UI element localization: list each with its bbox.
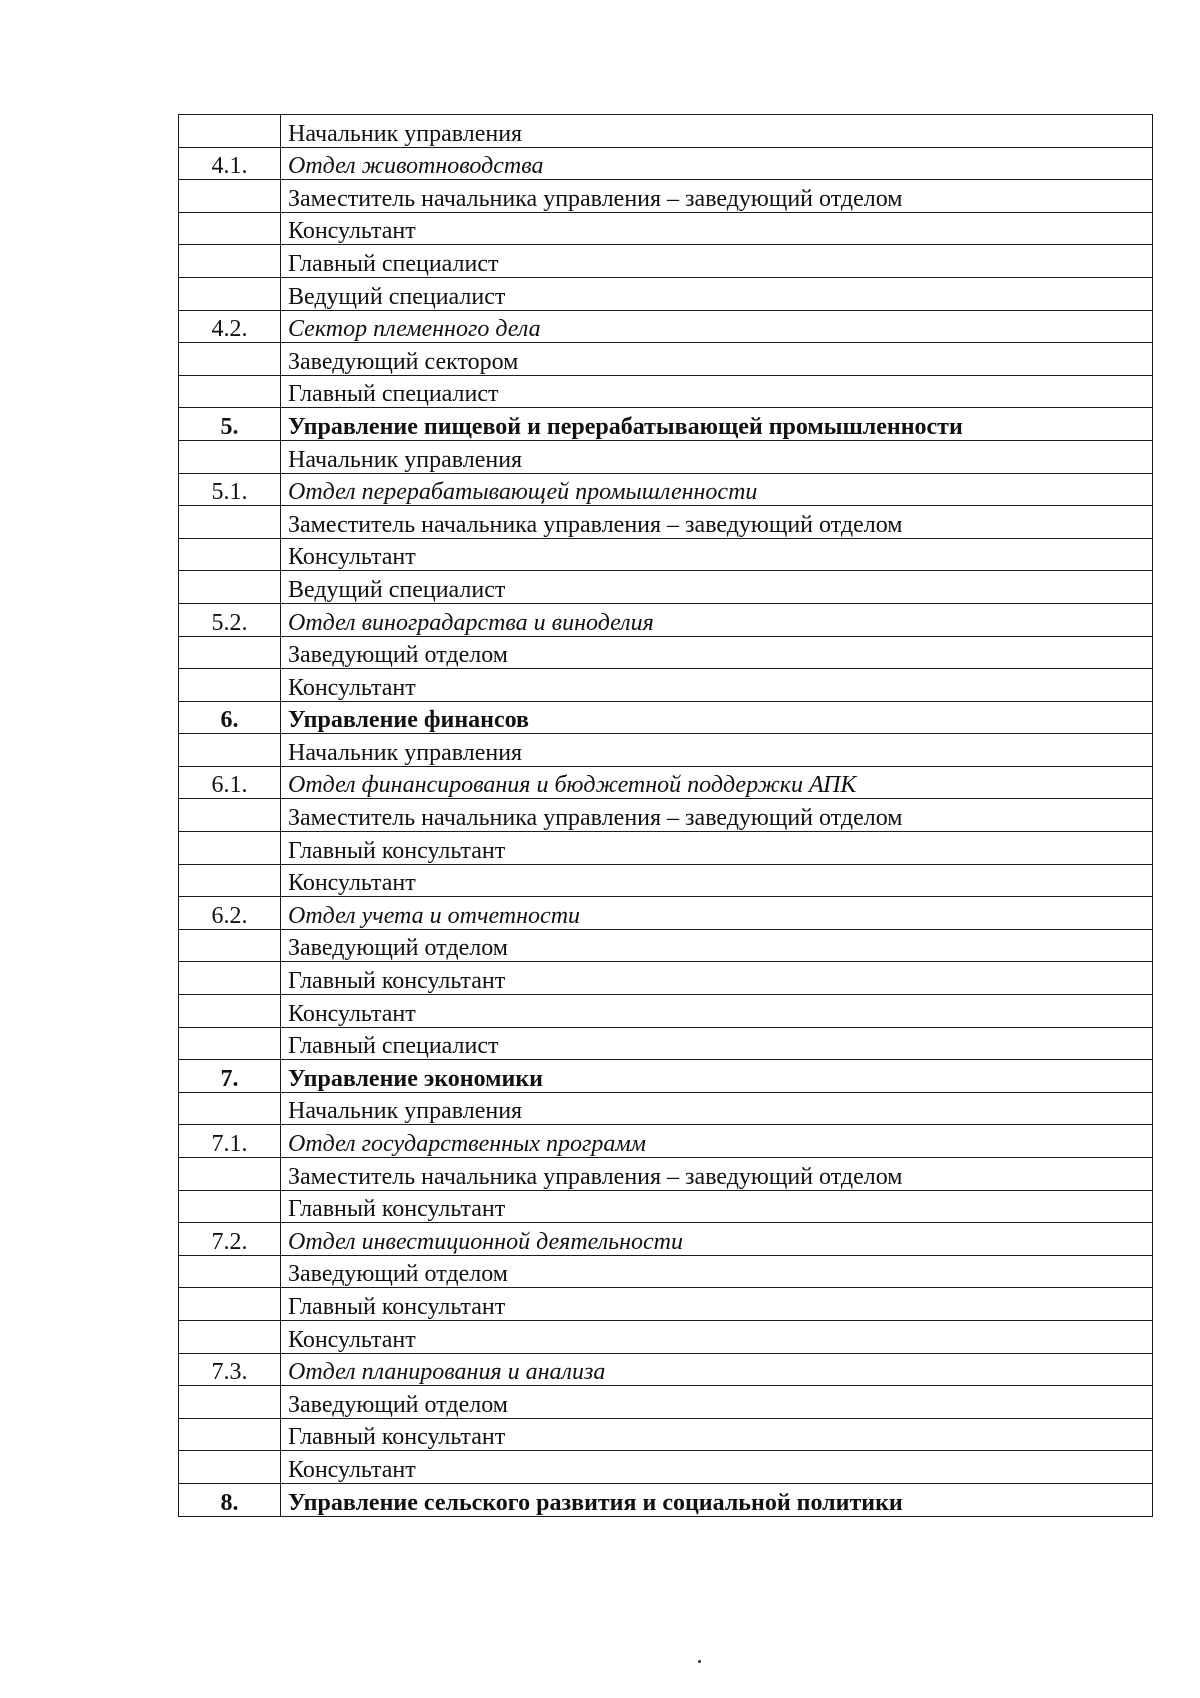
row-name-cell: Управление экономики xyxy=(281,1060,1153,1093)
row-name-cell: Главный специалист xyxy=(281,1027,1153,1060)
row-name-cell: Заместитель начальника управления – заведующий отделом xyxy=(281,799,1153,832)
row-number-cell xyxy=(179,799,281,832)
table-row-dept xyxy=(179,766,1153,799)
row-number-cell xyxy=(179,1320,281,1353)
table-body xyxy=(179,115,1153,1517)
table-row-position xyxy=(179,571,1153,604)
row-number-cell: 7.3. xyxy=(179,1353,281,1386)
row-name-cell: Управление сельского развития и социальной политики xyxy=(281,1483,1153,1516)
row-name-cell: Сектор племенного дела xyxy=(281,310,1153,343)
table-row-dept xyxy=(179,897,1153,930)
row-name-cell: Главный специалист xyxy=(281,375,1153,408)
row-name-cell: Заместитель начальника управления – заведующий отделом xyxy=(281,180,1153,213)
row-name-cell: Консультант xyxy=(281,538,1153,571)
row-name-cell: Начальник управления xyxy=(281,440,1153,473)
row-number-cell xyxy=(179,212,281,245)
row-number-cell xyxy=(179,343,281,376)
row-name-cell: Главный консультант xyxy=(281,1190,1153,1223)
row-name-cell: Отдел животноводства xyxy=(281,147,1153,180)
row-name-cell: Главный консультант xyxy=(281,1418,1153,1451)
row-name-cell: Управление пищевой и перерабатывающей промышленности xyxy=(281,408,1153,441)
table-row-position xyxy=(179,1386,1153,1419)
table-row-position xyxy=(179,277,1153,310)
row-number-cell xyxy=(179,669,281,702)
row-name-cell: Главный консультант xyxy=(281,832,1153,865)
table-row-position xyxy=(179,343,1153,376)
table-row-section xyxy=(179,1483,1153,1516)
row-name-cell: Заведующий отделом xyxy=(281,929,1153,962)
table-row-position xyxy=(179,1418,1153,1451)
table-row-position xyxy=(179,245,1153,278)
table-row-dept xyxy=(179,473,1153,506)
row-number-cell xyxy=(179,375,281,408)
table-row-position xyxy=(179,1092,1153,1125)
row-number-cell: 7. xyxy=(179,1060,281,1093)
table-row-section xyxy=(179,408,1153,441)
table-row-position xyxy=(179,1255,1153,1288)
row-name-cell: Управление финансов xyxy=(281,701,1153,734)
row-number-cell: 4.2. xyxy=(179,310,281,343)
row-name-cell: Отдел государственных программ xyxy=(281,1125,1153,1158)
table-row-dept xyxy=(179,1125,1153,1158)
row-name-cell: Отдел инвестиционной деятельности xyxy=(281,1223,1153,1256)
row-number-cell xyxy=(179,832,281,865)
row-number-cell: 6. xyxy=(179,701,281,734)
row-number-cell xyxy=(179,1255,281,1288)
row-number-cell xyxy=(179,538,281,571)
row-number-cell xyxy=(179,962,281,995)
row-number-cell xyxy=(179,1092,281,1125)
row-name-cell: Начальник управления xyxy=(281,1092,1153,1125)
table-row-dept xyxy=(179,147,1153,180)
table-row-dept xyxy=(179,603,1153,636)
row-number-cell xyxy=(179,1158,281,1191)
row-number-cell: 5.2. xyxy=(179,603,281,636)
row-number-cell xyxy=(179,1418,281,1451)
row-name-cell: Отдел перерабатывающей промышленности xyxy=(281,473,1153,506)
table-row-position xyxy=(179,538,1153,571)
row-name-cell: Консультант xyxy=(281,669,1153,702)
table-row-position xyxy=(179,734,1153,767)
table-row-position xyxy=(179,115,1153,148)
row-name-cell: Консультант xyxy=(281,1320,1153,1353)
row-name-cell: Ведущий специалист xyxy=(281,277,1153,310)
row-number-cell xyxy=(179,1190,281,1223)
row-number-cell xyxy=(179,115,281,148)
row-number-cell xyxy=(179,864,281,897)
table-row-position xyxy=(179,962,1153,995)
row-number-cell: 8. xyxy=(179,1483,281,1516)
table-row-position xyxy=(179,995,1153,1028)
table-row-position xyxy=(179,1027,1153,1060)
table-row-position xyxy=(179,375,1153,408)
row-name-cell: Начальник управления xyxy=(281,734,1153,767)
table-row-section xyxy=(179,1060,1153,1093)
row-name-cell: Консультант xyxy=(281,212,1153,245)
scan-speck xyxy=(698,1660,701,1663)
row-name-cell: Главный специалист xyxy=(281,245,1153,278)
row-number-cell xyxy=(179,1386,281,1419)
row-name-cell: Отдел финансирования и бюджетной поддержки АПК xyxy=(281,766,1153,799)
row-name-cell: Заведующий отделом xyxy=(281,1255,1153,1288)
row-number-cell: 5.1. xyxy=(179,473,281,506)
row-name-cell: Заместитель начальника управления – заведующий отделом xyxy=(281,506,1153,539)
table-row-position xyxy=(179,864,1153,897)
row-number-cell xyxy=(179,571,281,604)
row-number-cell: 4.1. xyxy=(179,147,281,180)
table-row-position xyxy=(179,180,1153,213)
row-name-cell: Главный консультант xyxy=(281,1288,1153,1321)
row-name-cell: Главный консультант xyxy=(281,962,1153,995)
row-number-cell xyxy=(179,440,281,473)
table-row-position xyxy=(179,1190,1153,1223)
row-name-cell: Заведующий отделом xyxy=(281,636,1153,669)
row-name-cell: Отдел виноградарства и виноделия xyxy=(281,603,1153,636)
row-number-cell xyxy=(179,506,281,539)
table-row-position xyxy=(179,799,1153,832)
row-name-cell: Заведующий сектором xyxy=(281,343,1153,376)
table-row-section xyxy=(179,701,1153,734)
row-number-cell: 5. xyxy=(179,408,281,441)
table-row-dept xyxy=(179,310,1153,343)
row-number-cell: 6.1. xyxy=(179,766,281,799)
row-number-cell: 6.2. xyxy=(179,897,281,930)
table-row-dept xyxy=(179,1223,1153,1256)
table-row-position xyxy=(179,832,1153,865)
table-row-position xyxy=(179,1158,1153,1191)
row-name-cell: Заместитель начальника управления – заведующий отделом xyxy=(281,1158,1153,1191)
staff-structure-table xyxy=(178,114,1153,1517)
row-name-cell: Начальник управления xyxy=(281,115,1153,148)
row-number-cell: 7.2. xyxy=(179,1223,281,1256)
table-row-position xyxy=(179,669,1153,702)
row-number-cell xyxy=(179,1288,281,1321)
row-number-cell xyxy=(179,180,281,213)
row-number-cell xyxy=(179,277,281,310)
table-row-position xyxy=(179,440,1153,473)
row-number-cell xyxy=(179,1027,281,1060)
row-name-cell: Заведующий отделом xyxy=(281,1386,1153,1419)
table-row-position xyxy=(179,212,1153,245)
row-number-cell xyxy=(179,636,281,669)
row-number-cell xyxy=(179,995,281,1028)
table-row-position xyxy=(179,1451,1153,1484)
table-row-position xyxy=(179,636,1153,669)
row-number-cell xyxy=(179,1451,281,1484)
row-number-cell xyxy=(179,245,281,278)
row-number-cell: 7.1. xyxy=(179,1125,281,1158)
row-number-cell xyxy=(179,734,281,767)
table-row-position xyxy=(179,1320,1153,1353)
row-name-cell: Отдел учета и отчетности xyxy=(281,897,1153,930)
row-name-cell: Консультант xyxy=(281,864,1153,897)
row-name-cell: Консультант xyxy=(281,995,1153,1028)
row-name-cell: Консультант xyxy=(281,1451,1153,1484)
row-name-cell: Ведущий специалист xyxy=(281,571,1153,604)
table-row-position xyxy=(179,1288,1153,1321)
table-row-position xyxy=(179,929,1153,962)
table-row-position xyxy=(179,506,1153,539)
row-number-cell xyxy=(179,929,281,962)
table-row-dept xyxy=(179,1353,1153,1386)
row-name-cell: Отдел планирования и анализа xyxy=(281,1353,1153,1386)
